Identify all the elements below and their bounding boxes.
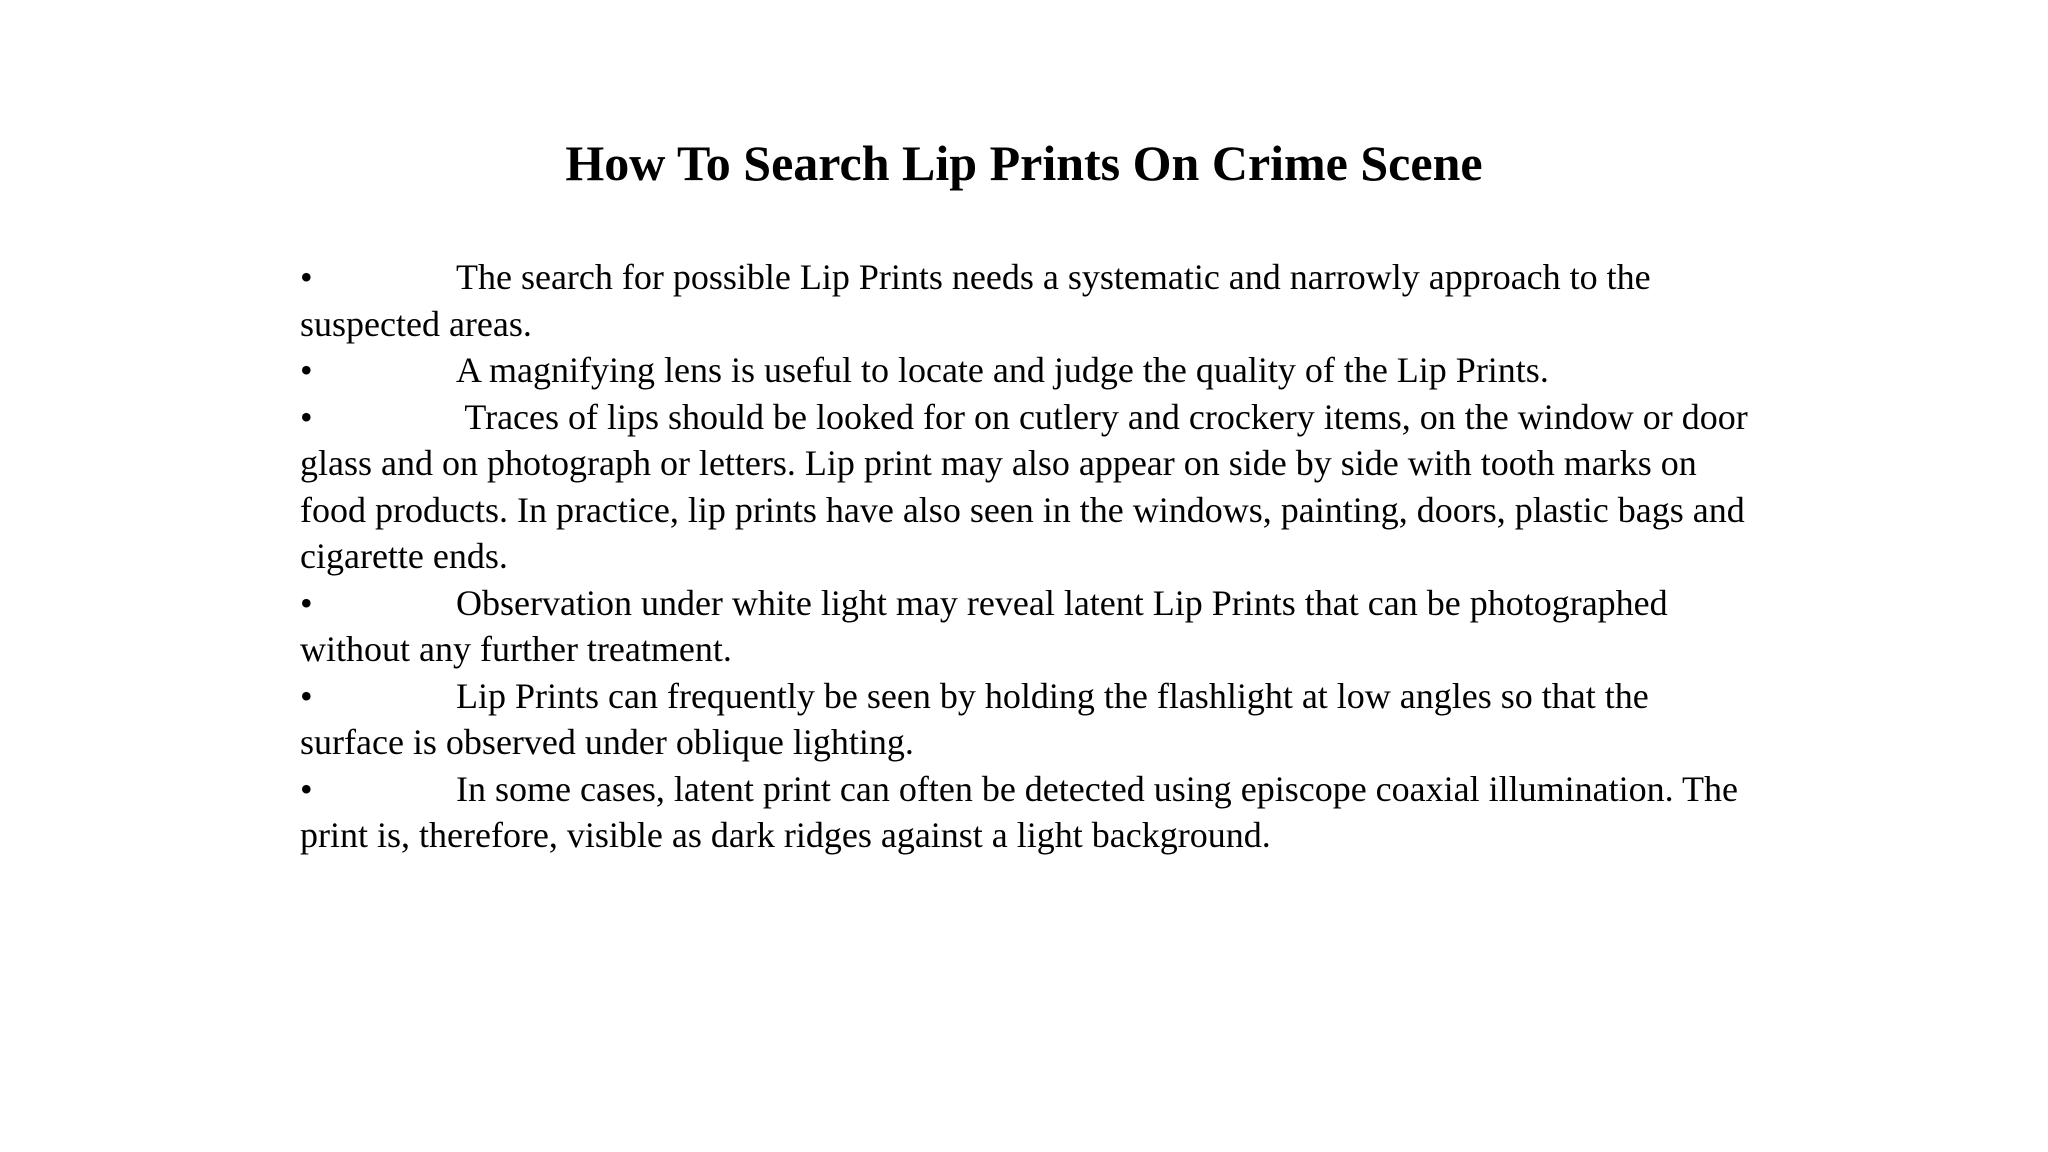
bullet-item: [300, 254, 1760, 347]
bullet-marker: •: [300, 675, 313, 716]
bullet-text: A magnifying lens is useful to locate and judge the quality of the Lip Prints.: [456, 350, 1549, 390]
bullet-item: [300, 394, 1760, 580]
bullet-text: In some cases, latent print can often be detected using episcope coaxial illumination. The print is, therefore, visible as dark ridges against a light background.: [300, 768, 1738, 855]
bullet-item: [300, 673, 1760, 766]
bullet-marker: •: [300, 350, 313, 390]
bullet-text: Traces of lips should be looked for on cutlery and crockery items, on the window or door glass and on photograph or letters. Lip print may also appear on side by side with tooth marks on food products. In practice, lip prints have also seen in the windows, painting, doors, plastic bags and cigarette ends.: [300, 396, 1748, 576]
bullet-text: The search for possible Lip Prints needs a systematic and narrowly approach to the suspected areas.: [300, 257, 1651, 344]
bullet-list: [300, 254, 1760, 859]
bullet-marker: •: [300, 257, 313, 297]
bullet-item: [300, 766, 1760, 859]
bullet-item: [300, 580, 1760, 673]
bullet-item: [300, 347, 1760, 394]
bullet-text: Lip Prints can frequently be seen by holding the flashlight at low angles so that the surface is observed under oblique lighting.: [300, 675, 1649, 762]
bullet-marker: •: [300, 582, 313, 623]
bullet-text: Observation under white light may reveal latent Lip Prints that can be photographed without any further treatment.: [300, 582, 1668, 669]
bullet-marker: •: [300, 768, 313, 809]
bullet-marker: •: [300, 396, 313, 437]
slide-title: How To Search Lip Prints On Crime Scene: [565, 135, 1483, 191]
